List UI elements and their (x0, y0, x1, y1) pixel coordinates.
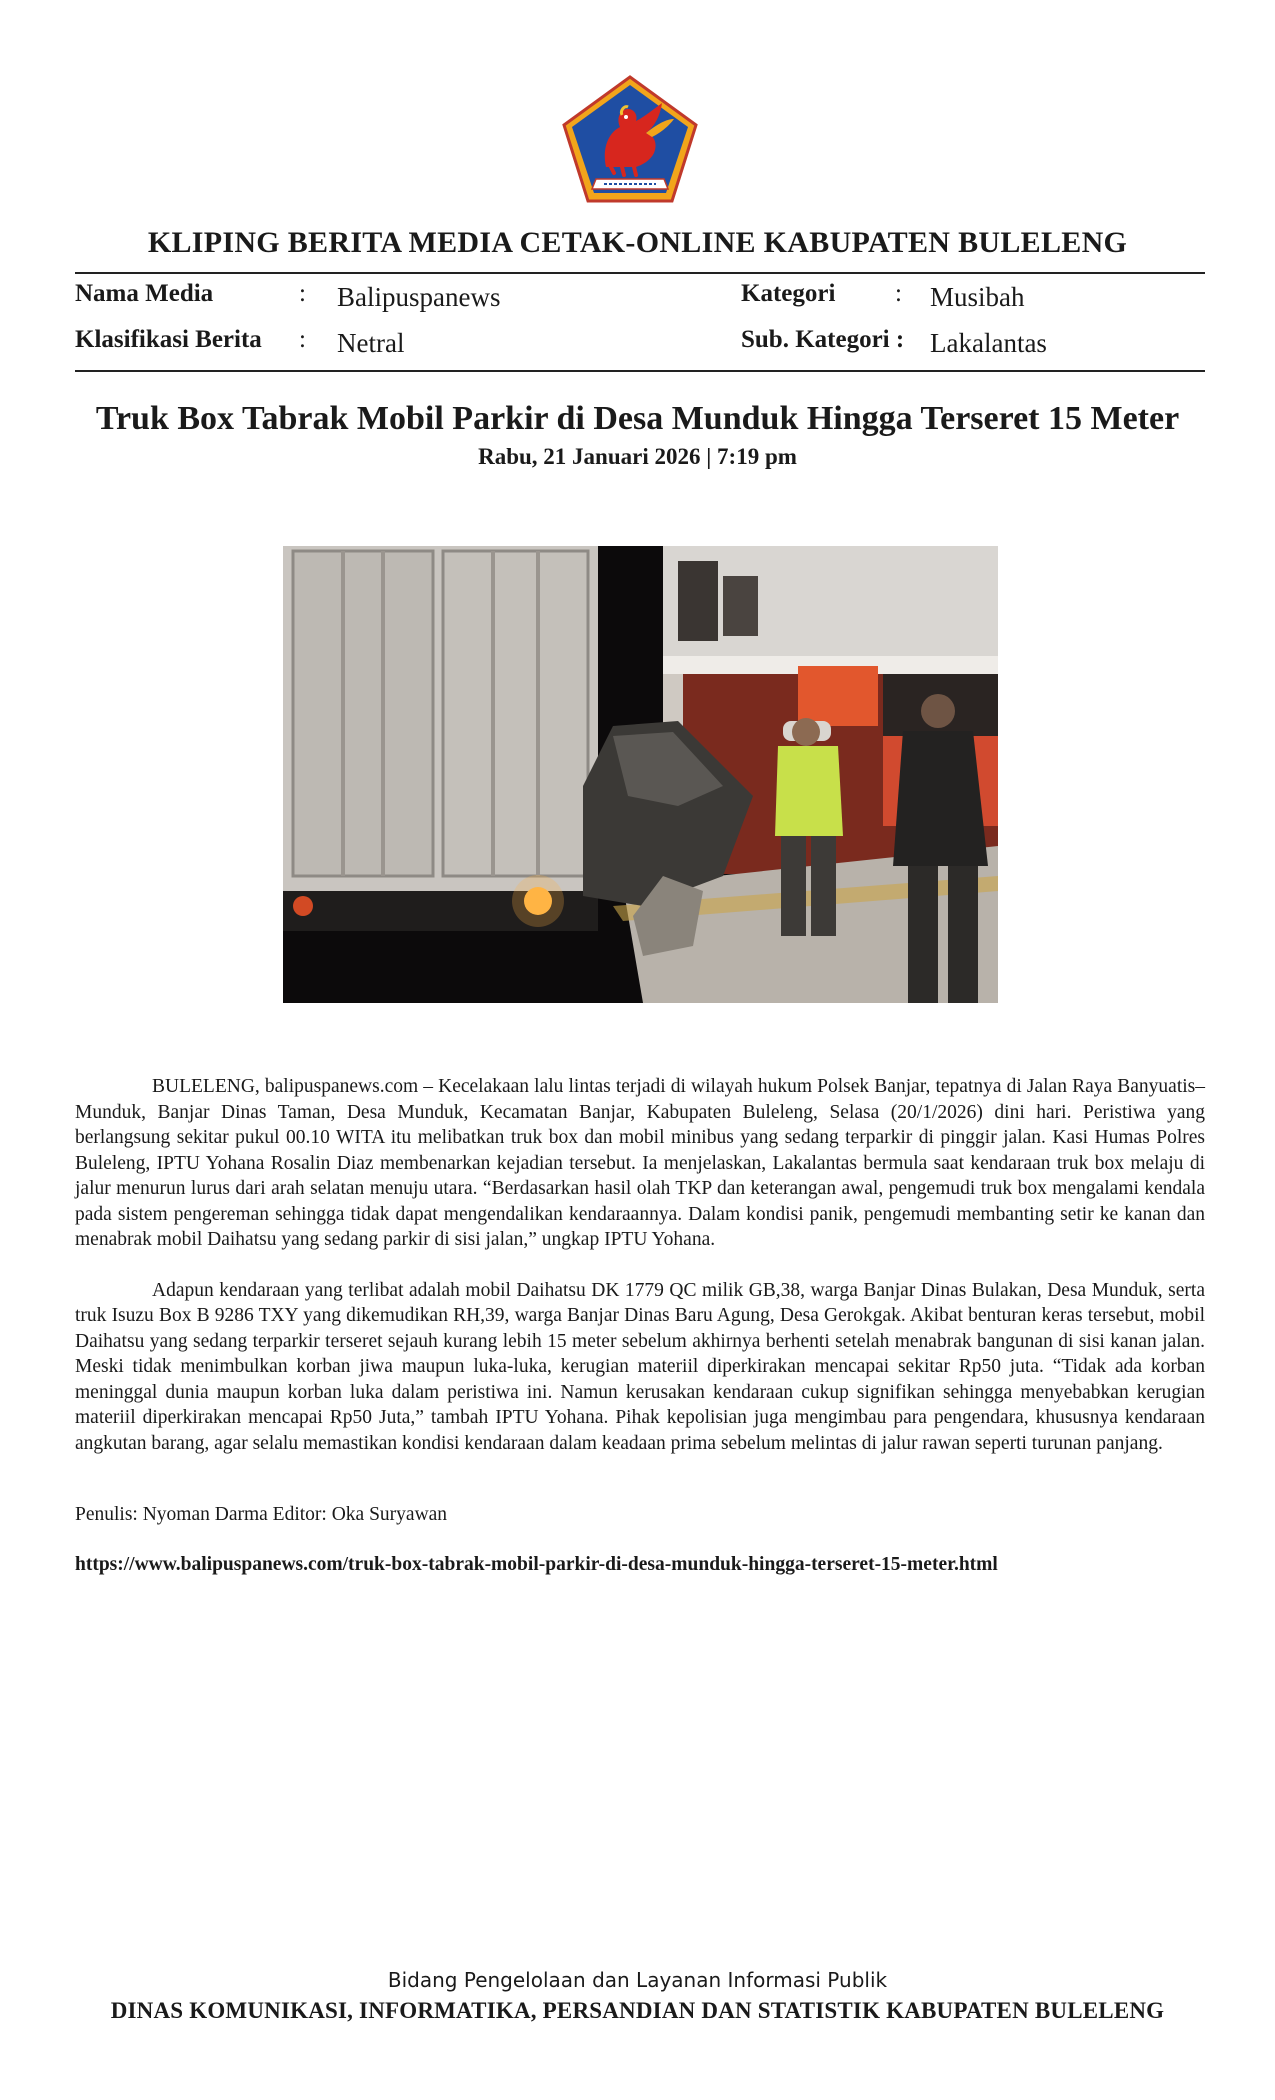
document-title: KLIPING BERITA MEDIA CETAK-ONLINE KABUPATEN BULELENG (147, 226, 1128, 259)
media-name-label: Nama Media (75, 280, 214, 307)
meta-row-classification (75, 326, 1205, 366)
category-label: Kategori (741, 280, 836, 307)
source-url-link[interactable]: https://www.balipuspanews.com/truk-box-tabrak-mobil-parkir-di-desa-munduk-hingga-terseret-15-meter.html (75, 1554, 998, 1575)
classification-value: Netral (337, 328, 405, 358)
article-paragraph-1: BULELENG, balipuspanews.com – Kecelakaan lalu lintas terjadi di wilayah hukum Polsek Banjar, tepatnya di Jalan Raya Banyuatis–Munduk, Banjar Dinas Taman, Desa Munduk, Kecamatan Banjar, Kabupaten Buleleng, Selasa (20/1/2026) dini hari. Peristiwa yang berlangsung sekitar pukul 00.10 WITA itu melibatkan truk box dan mobil minibus yang sedang terparkir di pinggir jalan. Kasi Humas Polres Buleleng, IPTU Yohana Rosalin Diaz membenarkan kejadian tersebut. Ia menjelaskan, Lakalantas bermula saat kendaraan truk box melaju di jalur menurun lurus dari arah selatan menuju utara. “Berdasarkan hasil olah TKP dan keterangan awal, pengemudi truk box mengalami kendala pada sistem pengereman sehingga tidak dapat mengendalikan kendaraannya. Dalam kondisi panik, pengemudi membanting setir ke kanan dan menabrak mobil Daihatsu yang sedang parkir di sisi jalan,” ungkap IPTU Yohana. (75, 1076, 1205, 1250)
article-headline: Truk Box Tabrak Mobil Parkir di Desa Munduk Hingga Terseret 15 Meter (95, 400, 1180, 437)
article-credits: Penulis: Nyoman Darma Editor: Oka Suryawan (75, 1504, 448, 1525)
category-colon: : (895, 280, 902, 307)
media-name-value: Balipuspanews (337, 282, 501, 312)
header-bottom-rule (75, 370, 1205, 372)
article-dateline: Rabu, 21 Januari 2026 | 7:19 pm (478, 444, 797, 469)
subcategory-label: Sub. Kategori : (741, 326, 905, 353)
accident-scene-photo (283, 546, 998, 1003)
footer-division: Bidang Pengelolaan dan Layanan Informasi Publik (387, 1968, 888, 1992)
media-name-colon: : (299, 280, 306, 307)
classification-label: Klasifikasi Berita (75, 326, 262, 353)
regency-crest-logo (562, 75, 698, 203)
article-body (75, 1074, 1205, 1481)
article-paragraph-2: Adapun kendaraan yang terlibat adalah mobil Daihatsu DK 1779 QC milik GB,38, warga Banjar Dinas Bulakan, Desa Munduk, serta truk Isuzu Box B 9286 TXY yang dikemudikan RH,39, warga Banjar Dinas Baru Agung, Desa Gerokgak. Akibat benturan keras tersebut, mobil Daihatsu yang sedang terparkir terseret sejauh kurang lebih 15 meter sebelum akhirnya berhenti setelah menabrak bangunan di sisi kanan jalan. Meski tidak menimbulkan korban jiwa maupun luka-luka, kerugian materiil diperkirakan mencapai sekitar Rp50 juta. “Tidak ada korban meninggal dunia maupun korban luka dalam peristiwa ini. Namun kerusakan kendaraan cukup signifikan sehingga menyebabkan kerugian materiil diperkirakan mencapai Rp50 Juta,” tambah IPTU Yohana. Pihak kepolisian juga mengimbau para pengendara, khususnya kendaraan angkutan barang, agar selalu memastikan kondisi kendaraan dalam keadaan prima sebelum melintas di jalur rawan seperti turunan panjang. (75, 1279, 1205, 1454)
footer-agency: DINAS KOMUNIKASI, INFORMATIKA, PERSANDIAN DAN STATISTIK KABUPATEN BULELENG (110, 1998, 1165, 2023)
category-value: Musibah (930, 282, 1025, 312)
subcategory-value: Lakalantas (930, 328, 1047, 358)
meta-row-media (75, 280, 1205, 320)
classification-colon: : (299, 326, 306, 353)
header-top-rule (75, 272, 1205, 274)
